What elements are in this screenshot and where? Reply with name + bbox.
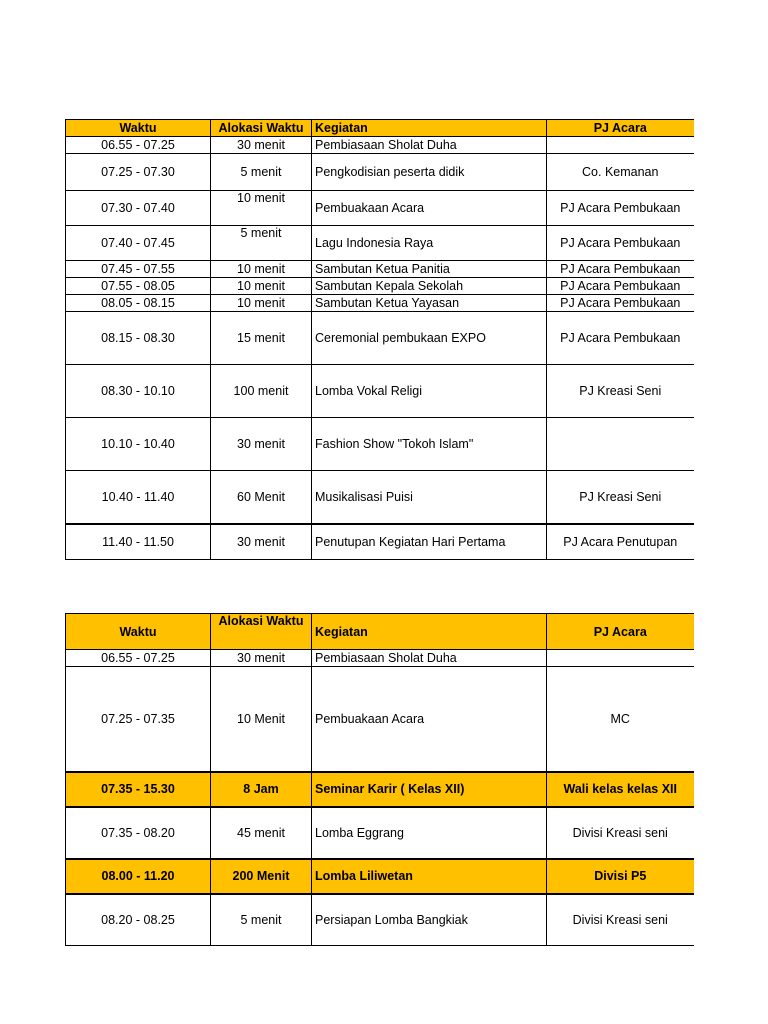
cell-kegiatan: Pembuakaan Acara [312, 667, 547, 772]
cell-waktu: 10.40 - 11.40 [66, 471, 211, 524]
cell-alokasi: 60 Menit [211, 471, 312, 524]
table-row [66, 365, 694, 418]
cell-alokasi: 5 menit [211, 226, 312, 261]
cell-alokasi: 100 menit [211, 365, 312, 418]
header-alokasi-waktu: Alokasi Waktu [211, 120, 312, 137]
cell-alokasi: 10 menit [211, 295, 312, 312]
cell-alokasi: 10 menit [211, 278, 312, 295]
cell-pj-acara: PJ Acara Pembukaan [547, 226, 694, 261]
cell-waktu: 07.30 - 07.40 [66, 191, 211, 226]
cell-pj-acara: PJ Acara Pembukaan [547, 191, 694, 226]
header-waktu: Waktu [66, 120, 211, 137]
cell-kegiatan: Sambutan Kepala Sekolah [312, 278, 547, 295]
cell-waktu: 07.35 - 15.30 [66, 772, 211, 807]
cell-alokasi: 8 Jam [211, 772, 312, 807]
cell-waktu: 06.55 - 07.25 [66, 650, 211, 667]
cell-alokasi: 15 menit [211, 312, 312, 365]
cell-pj-acara: PJ Acara Pembukaan [547, 278, 694, 295]
cell-kegiatan: Pengkodisian peserta didik [312, 154, 547, 191]
header-pj-acara: PJ Acara [547, 120, 694, 137]
cell-waktu: 08.30 - 10.10 [66, 365, 211, 418]
header-kegiatan: Kegiatan [312, 614, 547, 650]
cell-kegiatan: Pembiasaan Sholat Duha [312, 650, 547, 667]
table-row [66, 312, 694, 365]
cell-kegiatan: Lagu Indonesia Raya [312, 226, 547, 261]
table-row [66, 154, 694, 191]
cell-pj-acara: Wali kelas kelas XII [547, 772, 694, 807]
cell-waktu: 07.35 - 08.20 [66, 807, 211, 859]
cell-pj-acara: PJ Acara Penutupan [547, 524, 694, 560]
cell-alokasi: 10 menit [211, 191, 312, 226]
cell-waktu: 08.15 - 08.30 [66, 312, 211, 365]
table-row-highlighted [66, 859, 694, 894]
cell-kegiatan: Ceremonial pembukaan EXPO [312, 312, 547, 365]
cell-waktu: 08.05 - 08.15 [66, 295, 211, 312]
table-row [66, 295, 694, 312]
cell-pj-acara: Divisi P5 [547, 859, 694, 894]
table-row [66, 226, 694, 261]
cell-pj-acara: Divisi Kreasi seni [547, 894, 694, 946]
header-kegiatan: Kegiatan [312, 120, 547, 137]
cell-waktu: 07.55 - 08.05 [66, 278, 211, 295]
table-header-row [66, 614, 694, 650]
cell-kegiatan: Sambutan Ketua Yayasan [312, 295, 547, 312]
cell-alokasi: 45 menit [211, 807, 312, 859]
cell-pj-acara [547, 137, 694, 154]
schedule-table-day-2 [65, 613, 694, 946]
cell-waktu: 07.45 - 07.55 [66, 261, 211, 278]
schedule-table-day-1 [65, 119, 694, 560]
cell-pj-acara [547, 650, 694, 667]
table-row [66, 650, 694, 667]
header-pj-acara: PJ Acara [547, 614, 694, 650]
cell-pj-acara: Divisi Kreasi seni [547, 807, 694, 859]
table-row [66, 418, 694, 471]
cell-pj-acara: Co. Kemanan [547, 154, 694, 191]
table-row [66, 137, 694, 154]
cell-kegiatan: Lomba Liliwetan [312, 859, 547, 894]
table-row-highlighted [66, 772, 694, 807]
table-row [66, 261, 694, 278]
table-row [66, 524, 694, 560]
cell-alokasi: 30 menit [211, 137, 312, 154]
cell-kegiatan: Pembiasaan Sholat Duha [312, 137, 547, 154]
cell-pj-acara: PJ Acara Pembukaan [547, 261, 694, 278]
cell-kegiatan: Pembuakaan Acara [312, 191, 547, 226]
header-alokasi-waktu: Alokasi Waktu [211, 614, 312, 650]
table-row [66, 191, 694, 226]
cell-alokasi: 5 menit [211, 894, 312, 946]
cell-alokasi: 30 menit [211, 650, 312, 667]
cell-pj-acara: MC [547, 667, 694, 772]
cell-waktu: 11.40 - 11.50 [66, 524, 211, 560]
table-row [66, 807, 694, 859]
table-row [66, 471, 694, 524]
cell-alokasi: 30 menit [211, 418, 312, 471]
cell-alokasi: 10 Menit [211, 667, 312, 772]
cell-pj-acara [547, 418, 694, 471]
cell-waktu: 10.10 - 10.40 [66, 418, 211, 471]
table-row [66, 278, 694, 295]
table-row [66, 667, 694, 772]
cell-kegiatan: Persiapan Lomba Bangkiak [312, 894, 547, 946]
cell-kegiatan: Lomba Vokal Religi [312, 365, 547, 418]
cell-kegiatan: Fashion Show "Tokoh Islam" [312, 418, 547, 471]
cell-pj-acara: PJ Kreasi Seni [547, 365, 694, 418]
cell-kegiatan: Lomba Eggrang [312, 807, 547, 859]
header-waktu: Waktu [66, 614, 211, 650]
cell-pj-acara: PJ Acara Pembukaan [547, 312, 694, 365]
cell-waktu: 07.25 - 07.30 [66, 154, 211, 191]
cell-kegiatan: Sambutan Ketua Panitia [312, 261, 547, 278]
cell-kegiatan: Musikalisasi Puisi [312, 471, 547, 524]
cell-waktu: 07.40 - 07.45 [66, 226, 211, 261]
cell-pj-acara: PJ Kreasi Seni [547, 471, 694, 524]
table-row [66, 894, 694, 946]
cell-waktu: 08.20 - 08.25 [66, 894, 211, 946]
table-header-row [66, 120, 694, 137]
cell-alokasi: 200 Menit [211, 859, 312, 894]
cell-pj-acara: PJ Acara Pembukaan [547, 295, 694, 312]
cell-waktu: 07.25 - 07.35 [66, 667, 211, 772]
cell-waktu: 06.55 - 07.25 [66, 137, 211, 154]
cell-alokasi: 10 menit [211, 261, 312, 278]
cell-alokasi: 30 menit [211, 524, 312, 560]
cell-waktu: 08.00 - 11.20 [66, 859, 211, 894]
cell-kegiatan: Seminar Karir ( Kelas XII) [312, 772, 547, 807]
cell-alokasi: 5 menit [211, 154, 312, 191]
cell-kegiatan: Penutupan Kegiatan Hari Pertama [312, 524, 547, 560]
